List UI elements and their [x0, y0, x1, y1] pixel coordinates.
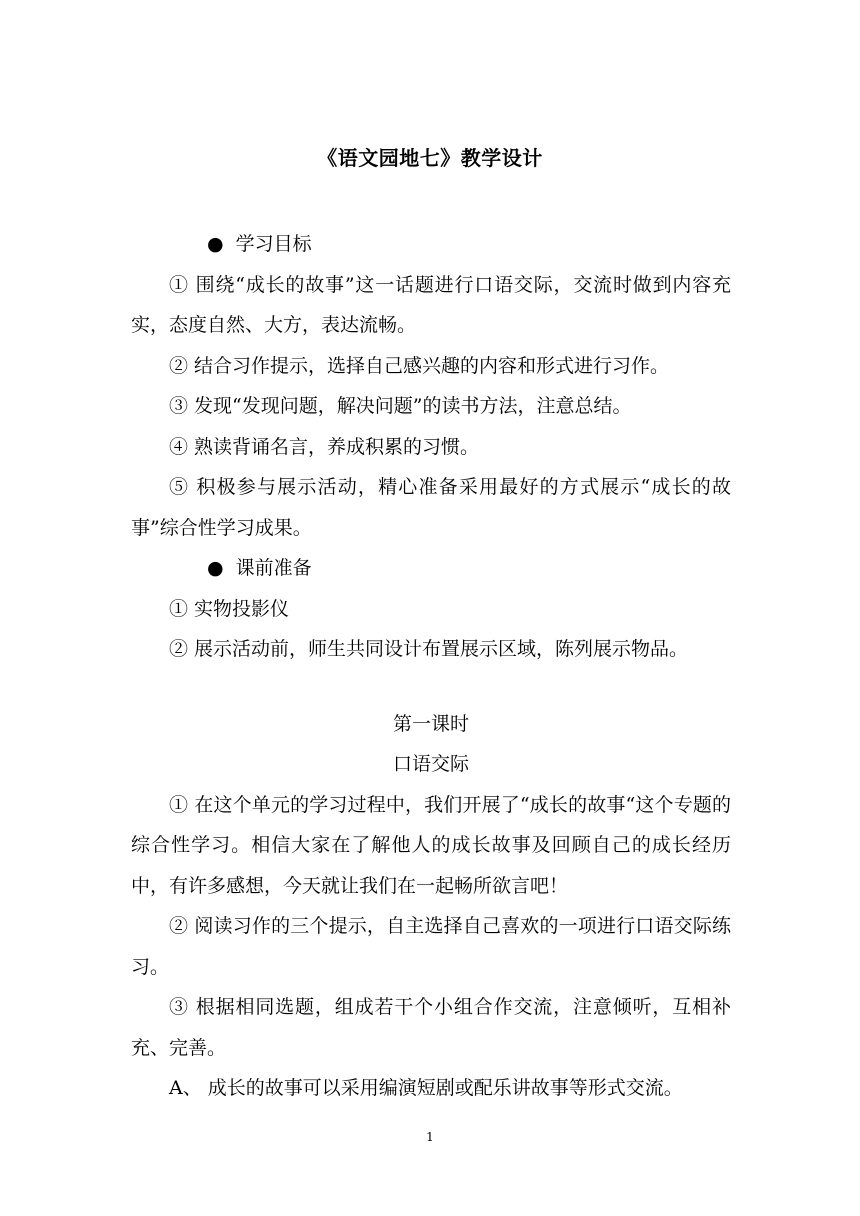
- lesson-subheading: 口语交际: [392, 753, 469, 775]
- goal-item-3: ③ 发现“发现问题，解决问题”的读书方法，注意总结。: [169, 395, 632, 417]
- section-heading-preparation: [131, 548, 731, 589]
- page-number: 1: [426, 1130, 434, 1144]
- preparation-item-1: ① 实物投影仪: [169, 597, 290, 620]
- goal-item-2: ② 结合习作提示，选择自己感兴趣的内容和形式进行习作。: [169, 354, 670, 377]
- goal-item-5: ⑤ 积极参与展示活动，精心准备采用最好的方式展示“成长的故事”综合性学习成果。: [131, 476, 731, 539]
- section-heading-text: 课前准备: [235, 557, 312, 579]
- section-heading-text: 学习目标: [235, 233, 312, 255]
- lesson-step-1: ① 在这个单元的学习过程中，我们开展了“成长的故事“这个专题的综合性学习。相信大家在了解他人的成长故事及回顾自己的成长经历中，有许多感想，今天就让我们在一起畅所欲言吧！: [131, 793, 731, 897]
- goal-item-4: ④ 熟读背诵名言，养成积累的习惯。: [169, 435, 480, 458]
- lesson-substep-a: A、 成长的故事可以采用编演短剧或配乐讲故事等形式交流。: [169, 1077, 683, 1099]
- section-heading-goals: [131, 224, 731, 265]
- goal-item-1: ① 围绕“成长的故事”这一话题进行口语交际，交流时做到内容充实，态度自然、大方，表达流畅。: [131, 273, 731, 336]
- document-title: 《语文园地七》教学设计: [317, 146, 543, 170]
- document-body: [131, 224, 731, 1109]
- lesson-step-2: ② 阅读习作的三个提示，自主选择自己喜欢的一项进行口语交际练习。: [131, 915, 731, 978]
- lesson-step-3: ③ 根据相同选题，组成若干个小组合作交流，注意倾听，互相补充、完善。: [131, 996, 731, 1059]
- bullet-icon: ●: [207, 233, 224, 255]
- lesson-heading: 第一课时: [392, 712, 469, 735]
- bullet-icon: ●: [207, 557, 224, 579]
- preparation-item-2: ② 展示活动前，师生共同设计布置展示区域，陈列展示物品。: [169, 638, 689, 660]
